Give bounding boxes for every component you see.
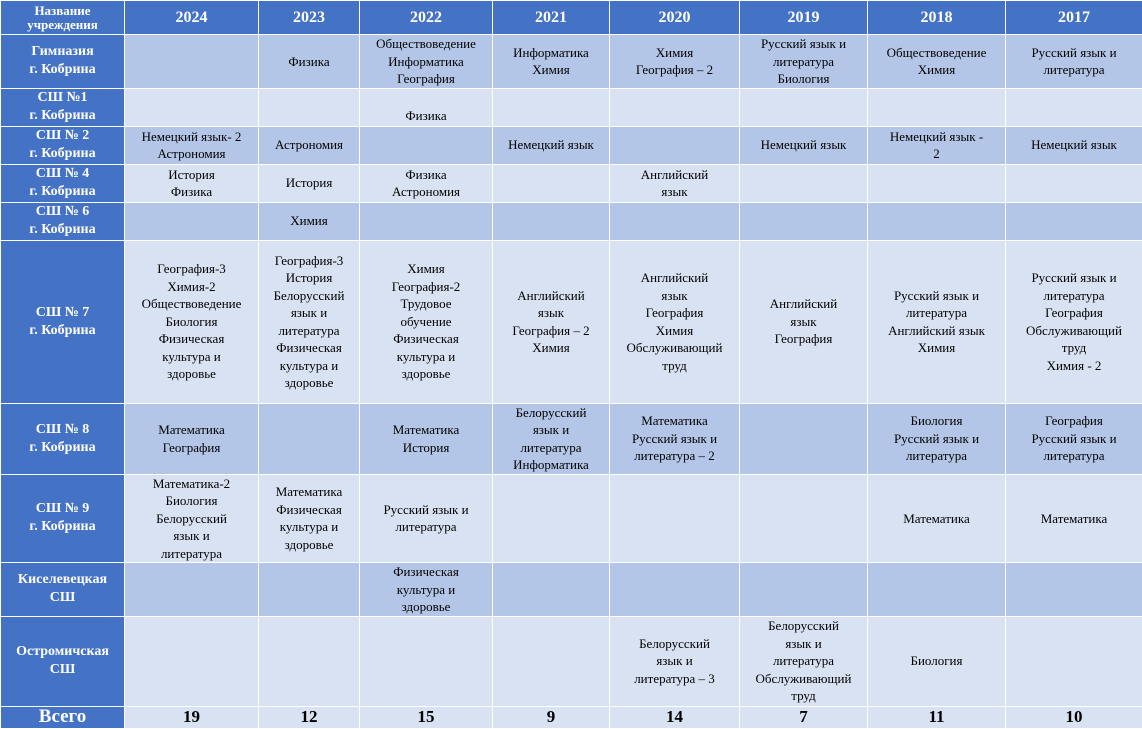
subject-cell [740, 474, 868, 563]
subject-cell [1006, 202, 1142, 240]
institution-name: СШ № 2 г. Кобрина [1, 126, 125, 164]
total-cell: 7 [740, 706, 868, 728]
subject-cell: Физика Астрономия [360, 164, 493, 202]
subject-cell: Английский язык География [740, 240, 868, 403]
subject-cell: Химия География – 2 [610, 35, 740, 89]
subject-cell [1006, 616, 1142, 706]
subject-cell: Немецкий язык [493, 126, 610, 164]
subject-cell [1006, 563, 1142, 617]
subject-cell [360, 202, 493, 240]
subject-cell: Химия [259, 202, 360, 240]
subject-cell [1006, 88, 1142, 126]
header-row [1, 1, 1142, 35]
table-row [1, 35, 1142, 89]
subject-cell [493, 88, 610, 126]
subject-cell [259, 403, 360, 474]
table-row [1, 563, 1142, 617]
year-header: 2018 [868, 1, 1006, 35]
subject-cell [1006, 164, 1142, 202]
subject-cell: Обществоведение Химия [868, 35, 1006, 89]
subject-cell: Немецкий язык [740, 126, 868, 164]
institution-column-header: Название учреждения [1, 1, 125, 35]
subject-cell: Белорусский язык и литература Обслуживающий труд [740, 616, 868, 706]
subject-cell: Информатика Химия [493, 35, 610, 89]
subject-cell: Белорусский язык и литература Информатика [493, 403, 610, 474]
year-header: 2023 [259, 1, 360, 35]
subject-cell [740, 202, 868, 240]
subject-cell: Немецкий язык- 2 Астрономия [125, 126, 259, 164]
table-row [1, 240, 1142, 403]
subject-cell [740, 164, 868, 202]
subject-cell [493, 202, 610, 240]
subject-cell [868, 164, 1006, 202]
total-cell: 14 [610, 706, 740, 728]
subject-cell [493, 616, 610, 706]
subject-cell [610, 88, 740, 126]
table-row [1, 126, 1142, 164]
subject-cell: Астрономия [259, 126, 360, 164]
subject-cell: Обществоведение Информатика География [360, 35, 493, 89]
subject-cell: Русский язык и литература [360, 474, 493, 563]
subject-cell [610, 202, 740, 240]
total-label: Всего [1, 706, 125, 728]
subject-cell: Русский язык и литература География Обслуживающий труд Химия - 2 [1006, 240, 1142, 403]
subject-cell [125, 202, 259, 240]
subject-cell [360, 616, 493, 706]
subject-cell [125, 88, 259, 126]
subject-cell [493, 474, 610, 563]
subject-cell: Биология [868, 616, 1006, 706]
year-header: 2022 [360, 1, 493, 35]
subject-cell: История [259, 164, 360, 202]
subject-cell [125, 563, 259, 617]
subject-cell [868, 202, 1006, 240]
institution-name: СШ № 8 г. Кобрина [1, 403, 125, 474]
subject-cell: География Русский язык и литература [1006, 403, 1142, 474]
institution-name: СШ № 7 г. Кобрина [1, 240, 125, 403]
subject-cell: Математика [1006, 474, 1142, 563]
total-cell: 19 [125, 706, 259, 728]
subject-cell: Математика [868, 474, 1006, 563]
subject-cell: Математика Русский язык и литература – 2 [610, 403, 740, 474]
total-cell: 12 [259, 706, 360, 728]
table-row [1, 474, 1142, 563]
table-row [1, 202, 1142, 240]
total-cell: 9 [493, 706, 610, 728]
table-body [1, 35, 1142, 729]
subject-cell: История Физика [125, 164, 259, 202]
subject-cell: География-3 История Белорусский язык и литература Физическая культура и здоровье [259, 240, 360, 403]
subject-cell [610, 474, 740, 563]
subject-cell: География-3 Химия-2 Обществоведение Биология Физическая культура и здоровье [125, 240, 259, 403]
year-header: 2024 [125, 1, 259, 35]
year-header: 2021 [493, 1, 610, 35]
subject-cell [868, 88, 1006, 126]
subject-cell [259, 563, 360, 617]
total-cell: 11 [868, 706, 1006, 728]
institution-name: Гимназия г. Кобрина [1, 35, 125, 89]
subject-cell: Физика [259, 35, 360, 89]
subject-cell: Математика История [360, 403, 493, 474]
table-row [1, 616, 1142, 706]
table-row [1, 403, 1142, 474]
subject-cell [740, 563, 868, 617]
subject-cell: Немецкий язык - 2 [868, 126, 1006, 164]
subject-cell: Русский язык и литература [1006, 35, 1142, 89]
subject-cell: Белорусский язык и литература – 3 [610, 616, 740, 706]
subject-cell [493, 164, 610, 202]
subject-cell: Математика-2 Биология Белорусский язык и литература [125, 474, 259, 563]
institution-name: СШ № 6 г. Кобрина [1, 202, 125, 240]
subject-cell [259, 616, 360, 706]
subject-cell: Русский язык и литература Английский язык Химия [868, 240, 1006, 403]
subject-cell [493, 563, 610, 617]
institution-name: Киселевецкая СШ [1, 563, 125, 617]
subject-cell: Математика Физическая культура и здоровье [259, 474, 360, 563]
subject-cell [125, 616, 259, 706]
subject-cell: Физика [360, 88, 493, 126]
subject-cell [610, 563, 740, 617]
subject-cell: Химия География-2 Трудовое обучение Физическая культура и здоровье [360, 240, 493, 403]
total-cell: 15 [360, 706, 493, 728]
subject-cell: Английский язык География Химия Обслуживающий труд [610, 240, 740, 403]
subject-cell: Немецкий язык [1006, 126, 1142, 164]
institution-name: СШ № 9 г. Кобрина [1, 474, 125, 563]
table-row [1, 164, 1142, 202]
subject-cell [610, 126, 740, 164]
subject-cell: Математика География [125, 403, 259, 474]
subject-cell [125, 35, 259, 89]
subject-cell: Английский язык [610, 164, 740, 202]
subject-cell [259, 88, 360, 126]
subject-cell: Физическая культура и здоровье [360, 563, 493, 617]
institution-name: Остромичская СШ [1, 616, 125, 706]
year-header: 2019 [740, 1, 868, 35]
subject-cell [360, 126, 493, 164]
subject-cell [740, 403, 868, 474]
subject-cell [740, 88, 868, 126]
year-header: 2017 [1006, 1, 1142, 35]
subject-cell: Биология Русский язык и литература [868, 403, 1006, 474]
institution-name: СШ № 4 г. Кобрина [1, 164, 125, 202]
total-row [1, 706, 1142, 728]
institution-name: СШ №1 г. Кобрина [1, 88, 125, 126]
total-cell: 10 [1006, 706, 1142, 728]
subject-cell [868, 563, 1006, 617]
table-row [1, 88, 1142, 126]
subject-cell: Русский язык и литература Биология [740, 35, 868, 89]
year-header: 2020 [610, 1, 740, 35]
subject-cell: Английский язык География – 2 Химия [493, 240, 610, 403]
